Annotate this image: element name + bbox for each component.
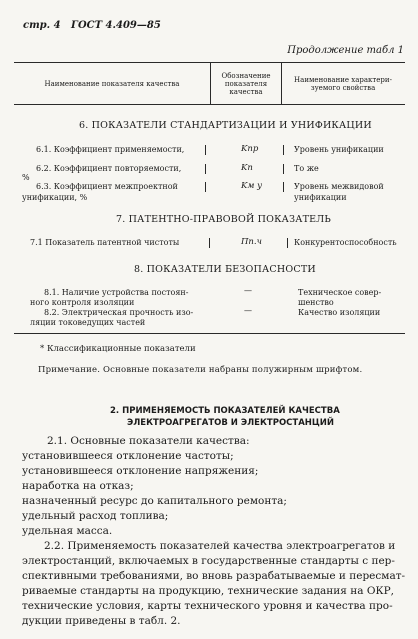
standard-code: ГОСТ 4.409—85: [71, 20, 161, 31]
paragraph-2-2-line: риваемые стандарты на продукцию, технические задания на ОКР,: [22, 585, 394, 597]
table-row-property: Качество изоляции: [298, 308, 381, 317]
paragraph-2-2-line: 2.2. Применяемость показателей качества электроагрегатов и: [44, 540, 396, 552]
table-row-name: 6.2. Коэффициент повторяемости,: [36, 164, 182, 173]
row-bracket: [283, 182, 284, 192]
row-bracket: [209, 238, 210, 248]
row-bracket: [283, 164, 284, 174]
table-row-name: 8.1. Наличие устройства постоян-: [44, 288, 189, 297]
table-row-name: 6.1. Коэффициент применяемости,: [36, 145, 185, 154]
table-row-property: Конкурентоспособность: [294, 238, 397, 247]
table-footnote: * Классификационные показатели: [40, 344, 196, 354]
paragraph-2-1-line: наработка на отказ;: [22, 480, 134, 492]
paragraph-2-1-line: удельная масса.: [22, 525, 113, 537]
page-number: стр. 4: [23, 20, 61, 31]
table-row-property: Уровень межвидовой: [294, 182, 384, 191]
table-row-name: 8.2. Электрическая прочность изо-: [44, 308, 194, 317]
page-header: [23, 20, 161, 31]
column-header-symbol-line: качества: [229, 88, 263, 96]
row-bracket: [205, 145, 206, 155]
column-header-property-line: зуемого свойства: [310, 84, 376, 92]
table-row-name: 7.1 Показатель патентной чистоты: [30, 238, 180, 247]
table-note: Примечание. Основные показатели набраны полужирным шрифтом.: [38, 365, 363, 375]
column-header-symbol-line: Обозначение: [221, 72, 271, 80]
table-row-property: Техническое совер-: [298, 288, 382, 297]
column-header-name: Наименование показателя качества: [44, 80, 180, 88]
table-bottom-rule: [14, 333, 405, 334]
table-row-name-cont: ного контроля изоляции: [30, 298, 135, 307]
section-title-standardization: 6. ПОКАЗАТЕЛИ СТАНДАРТИЗАЦИИ И УНИФИКАЦИИ: [79, 120, 372, 131]
paragraph-2-2-line: спективными требованиями, во вновь разрабатываемые и пересмат-: [22, 570, 406, 582]
paragraph-2-1-line: назначенный ресурс до капитального ремонта;: [22, 495, 287, 507]
table-row-mark: %: [22, 173, 30, 182]
row-bracket: [205, 182, 206, 192]
column-header-property-line: Наименование характери-: [294, 76, 392, 84]
paragraph-2-2-line: дукции приведены в табл. 2.: [22, 615, 181, 627]
section-2-heading-line: 2. ПРИМЕНЯЕМОСТЬ ПОКАЗАТЕЛЕЙ КАЧЕСТВА: [110, 406, 340, 416]
table-row-property-cont: унификации: [294, 193, 347, 202]
table-row-name-cont: ляции токоведущих частей: [30, 318, 146, 327]
column-header-symbol-line: показателя: [224, 80, 268, 88]
paragraph-2-1-line: установившееся отклонение частоты;: [22, 450, 234, 462]
table-row-symbol: Kм у: [241, 181, 263, 191]
paragraph-2-2-line: технические условия, карты технического уровня и качества про-: [22, 600, 393, 612]
table-row-name-cont: унификации, %: [22, 193, 88, 202]
table-row-symbol: —: [244, 286, 252, 295]
row-bracket: [205, 164, 206, 174]
column-header-symbol: [211, 72, 281, 96]
table-row-property: Уровень унификации: [294, 145, 384, 154]
column-header-property: [282, 76, 404, 92]
paragraph-2-1-line: установившееся отклонение напряжения;: [22, 465, 259, 477]
table-row-name: 6.3. Коэффициент межпроектной: [36, 182, 178, 191]
table-continuation-label: Продолжение табл 1: [287, 45, 404, 56]
paragraph-2-1-line: удельный расход топлива;: [22, 510, 169, 522]
table-row-symbol: Kп: [241, 163, 253, 173]
table-row-symbol: Kпр: [241, 144, 259, 154]
row-bracket: [283, 145, 284, 155]
table-row-property-cont: шенство: [298, 298, 334, 307]
row-bracket: [287, 238, 288, 248]
table-row-property: То же: [294, 164, 319, 173]
paragraph-2-2-line: электростанций, включаемых в государственные стандарты с пер-: [22, 555, 395, 567]
table-row-symbol: Пп.ч: [241, 237, 262, 247]
paragraph-2-1-line: 2.1. Основные показатели качества:: [47, 435, 250, 447]
table-header-rule: [14, 104, 405, 105]
section-title-patent: 7. ПАТЕНТНО-ПРАВОВОЙ ПОКАЗАТЕЛЬ: [116, 214, 331, 225]
section-title-safety: 8. ПОКАЗАТЕЛИ БЕЗОПАСНОСТИ: [134, 264, 316, 275]
table-row-symbol: —: [244, 306, 252, 315]
section-2-heading-line: ЭЛЕКТРОАГРЕГАТОВ И ЭЛЕКТРОСТАНЦИЙ: [127, 418, 335, 428]
